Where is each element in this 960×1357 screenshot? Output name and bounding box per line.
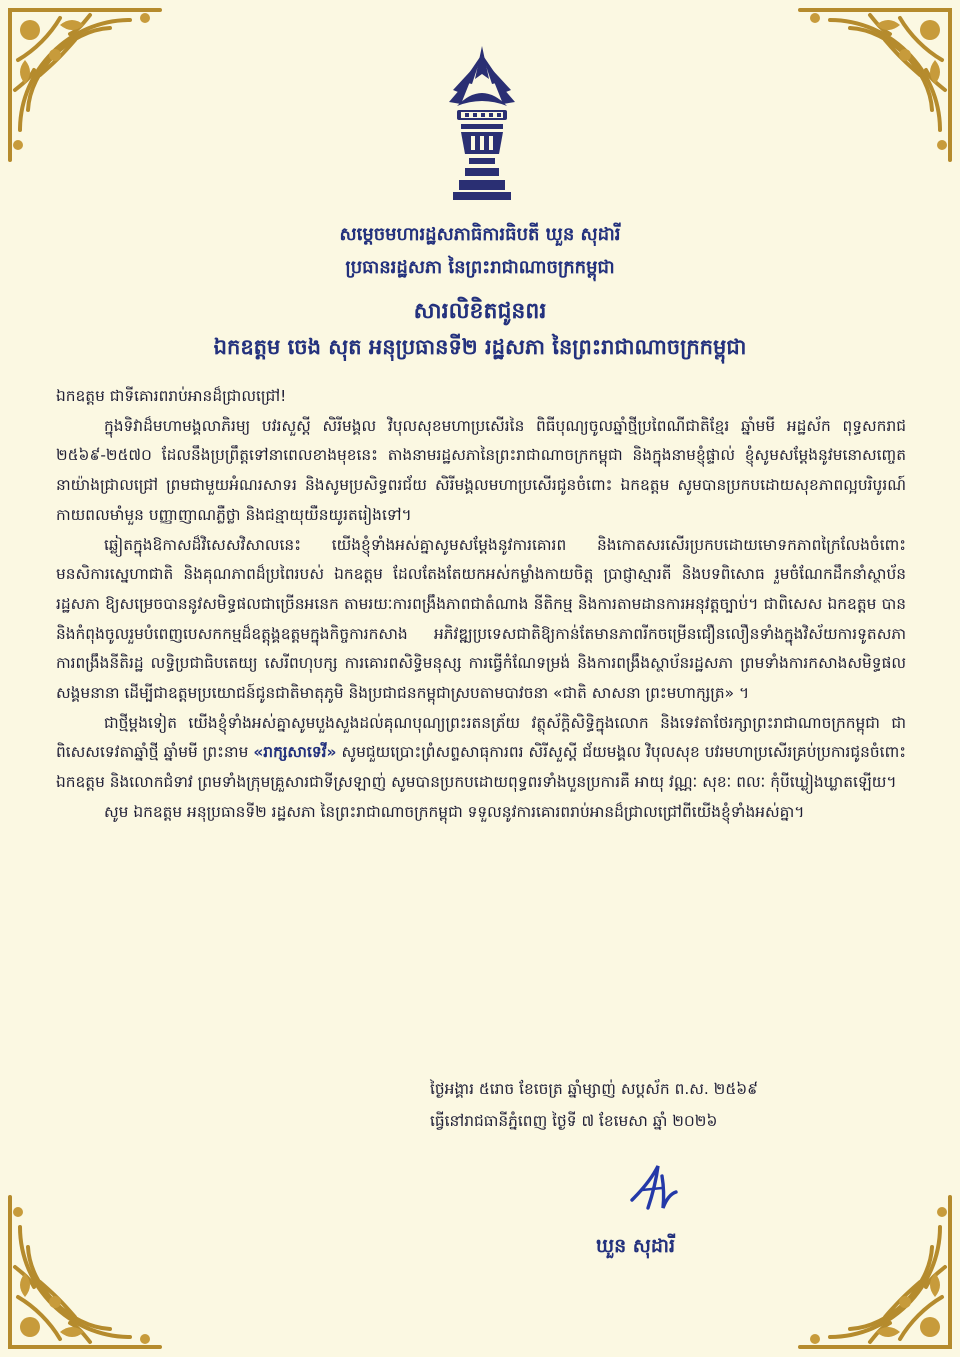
paragraph-text: សូមជួយប្រោះព្រំសព្ទសាធុការពរ សិរីសួស្តី ជ័យមង្គល វិបុលសុខ បវរមហាប្រសើរគ្រប់ប្រការជូនចំពោះ ឯកឧត្តម និងលោកជំទាវ ព្រមទាំងក្រុមគ្រួសារជាទីស្រឡាញ់ សូមបានប្រកបដោយពុទ្ធពរទាំងបួនប្រការគឺ អាយុ វណ្ណៈ សុខៈ ពលៈ កុំបីឃ្លៀងឃ្លាតឡើយ។ [56,743,906,792]
date-block [430,1073,880,1137]
recipient-line: ឯកឧត្តម ចេង សុត អនុប្រធានទី២ រដ្ឋសភា នៃព្រះរាជាណាចក្រកម្ពុជា [213,335,747,359]
signature-icon [618,1160,698,1216]
signer-name: ឃួន សុដារី [596,1235,675,1257]
corner-ornament-icon [790,0,960,170]
issuer-role: ប្រធានរដ្ឋសភា នៃព្រះរាជាណាចក្រកម្ពុជា [345,257,615,278]
paragraph: សូម ឯកឧត្តម អនុប្រធានទី២ រដ្ឋសភា នៃព្រះរាជាណាចក្រកម្ពុជា ទទួលនូវការគោរពរាប់អានដ៏ជ្រាលជ្រៅពីយើងខ្ញុំទាំងអស់គ្នា។ [104,802,805,821]
deity-name: «រាក្សសាទេវី» [253,743,337,762]
paragraph-text: ជាថ្មីម្តងទៀត យើងខ្ញុំទាំងអស់គ្នាសូមបួងសួងដល់គុណបុណ្យព្រះរតនត្រ័យ វត្ថុស័ក្តិសិទ្ធិក្នុងលោក និងទេវតាថែរក្សាព្រះរាជាណាចក្រកម្ពុជា ជាពិសេសទេវតាឆ្នាំថ្មី ឆ្នាំមមី ព្រះនាម [56,713,906,762]
document-title: សារលិខិតជូនពរ [413,299,547,324]
letter-body [56,382,906,828]
corner-ornament-icon [0,0,170,170]
issuer-name: សម្តេចមហារដ្ឋសភាធិការធិបតី ឃួន សុដារី [339,224,621,245]
paragraph: ឆ្លៀតក្នុងឱកាសដ៏វិសេសវិសាលនេះ យើងខ្ញុំទាំងអស់គ្នាសូមសម្តែងនូវការគោរព និងកោតសរសើរប្រកបដោយមោទកភាពក្រៃលែងចំពោះមនសិការស្នេហាជាតិ និងគុណភាពដ៏ប្រពៃរបស់ ឯកឧត្តម ដែលតែងតែយកអស់កម្លាំងកាយចិត្ត ប្រាជ្ញាស្មារតី និងបទពិសោធ រួមចំណែកដឹកនាំស្ថាប័នរដ្ឋសភា ឱ្យសម្រេចបាននូវសមិទ្ធផលជាច្រើនអនេក តាមរយៈការពង្រឹងភាពជាតំណាង នីតិកម្ម និងការតាមដានការអនុវត្តច្បាប់។ ជាពិសេស ឯកឧត្តម បាននិងកំពុងចូលរួមបំពេញបេសកកម្មដ៏ឧត្តុង្គឧត្តមក្នុងកិច្ចការកសាង អភិវឌ្ឍប្រទេសជាតិឱ្យកាន់តែមានភាពរីកចម្រើនជឿនលឿនទាំងក្នុងវិស័យការទូតសភា ការពង្រឹងនីតិរដ្ឋ លទ្ធិប្រជាធិបតេយ្យ សេរីពហុបក្ស ការគោរពសិទ្ធិមនុស្ស ការធ្វើកំណែទម្រង់ និងការពង្រឹងស្ថាប័នរដ្ឋសភា ព្រមទាំងការកសាងសមិទ្ធផលសង្គមនានា ដើម្បីជាឧត្តមប្រយោជន៍ជូនជាតិមាតុភូមិ និងប្រជាជនកម្ពុជាស្របតាមបាវចនា «ជាតិ សាសនា ព្រះមហាក្សត្រ» ។ [56,535,906,703]
paragraph: ក្នុងទិវាដ៏មហាមង្គលាភិរម្យ បវរសួស្តី សិរីមង្គល វិបុលសុខមហាប្រសើរនៃ ពិធីបុណ្យចូលឆ្នាំថ្មីប្រពៃណីជាតិខ្មែរ ឆ្នាំមមី អដ្ឋស័ក ពុទ្ធសករាជ ២៥៦៩-២៥៧០ ដែលនឹងប្រព្រឹត្តទៅនាពេលខាងមុខនេះ តាងនាមរដ្ឋសភានៃព្រះរាជាណាចក្រកម្ពុជា និងក្នុងនាមខ្ញុំផ្ទាល់ ខ្ញុំសូមសម្តែងនូវមនោសញ្ចេតនាយ៉ាងជ្រាលជ្រៅ ព្រមជាមួយអំណរសាទរ និងសូមប្រសិទ្ធពរជ័យ សិរីមង្គលមហាប្រសើរជូនចំពោះ ឯកឧត្តម សូមបានប្រកបដោយសុខភាពល្អបរិបូរណ៍ កាយពលមាំមួន បញ្ញាញាណភ្លឺថ្លា និងជន្មាយុយឺនយូរតរៀងទៅ។ [56,416,906,524]
corner-ornament-icon [0,1187,170,1357]
solar-date: ធ្វើនៅរាជធានីភ្នំពេញ ថ្ងៃទី ៧ ខែមេសា ឆ្នាំ ២០២៦ [430,1112,718,1130]
parliament-emblem-icon [447,44,517,204]
lunar-date: ថ្ងៃអង្គារ ៥រោច ខែចេត្រ ឆ្នាំម្សាញ់ សប្តស័ក ព.ស. ២៥៦៩ [430,1080,759,1098]
corner-ornament-icon [790,1187,960,1357]
salutation: ឯកឧត្តម ជាទីគោរពរាប់អានដ៏ជ្រាលជ្រៅ! [56,387,287,405]
paragraph [56,709,906,798]
